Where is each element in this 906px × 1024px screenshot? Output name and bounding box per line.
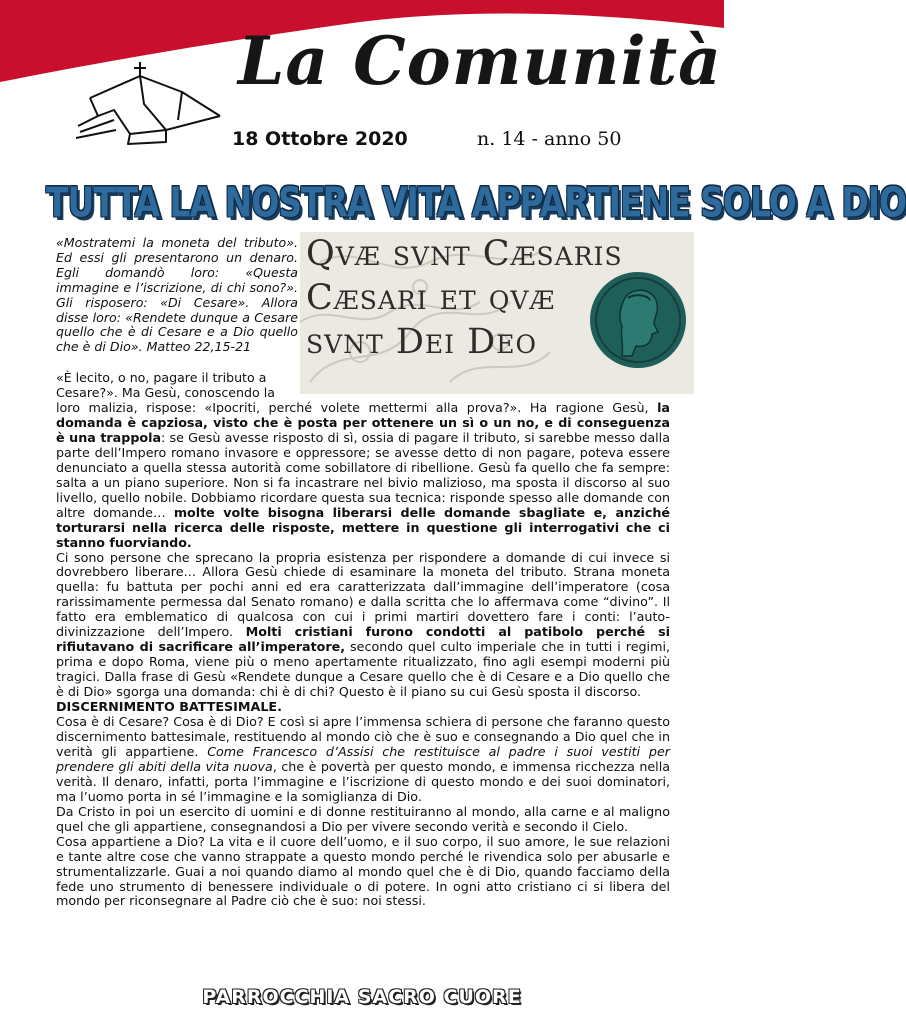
headline-text: TUTTA LA NOSTRA VITA APPARTIENE SOLO A DIO bbox=[46, 177, 906, 227]
latin-motto-box bbox=[300, 232, 694, 394]
gospel-quote bbox=[56, 236, 298, 355]
latin-line-2: Cæsari et qvæ bbox=[306, 278, 556, 318]
issue-number: n. 14 - anno 50 bbox=[477, 128, 622, 150]
article-body bbox=[56, 401, 670, 909]
newspaper-title: La Comunità bbox=[238, 22, 722, 100]
roman-coin-icon bbox=[588, 270, 688, 375]
opening-question: «È lecito, o no, pagare il tributo a Cesare?». Ma Gesù, conoscendo la bbox=[56, 370, 275, 400]
paragraph-2: Ci sono persone che sprecano la propria esistenza per rispondere a domande di cui invece si dovrebbero liberare… Allora Gesù chiede di esaminare la moneta del tributo. Strana moneta quella: fu battuta per pochi anni ed era caratterizzata dall’immagine dell’imperatore (cosa rarissimamente permessa dal Senato romano) e dalla scritta che lo affermava come “divino”. Il fatto era emblematico di qualcosa con cui i primi martiri dovettero fare i conti: l’auto-divinizzazione dell’Impero. Molti cristiani furono condotti al patibolo perché si rifiutavano di sacrificare all’imperatore, secondo quel culto imperiale che in tutti i regimi, prima e dopo Roma, viene più o meno apertamente ritualizzato, fino agli esempi moderni più tragici. Dalla frase di Gesù «Rendete dunque a Cesare quello che è di Cesare e a Dio quello che è di Dio» sgorga una domanda: chi è di chi? Questo è il piano su cui Gesù sposta il discorso. bbox=[56, 549, 671, 700]
church-logo-icon bbox=[70, 60, 230, 155]
latin-line-3: svnt Dei Deo bbox=[306, 322, 537, 362]
issue-date: 18 Ottobre 2020 bbox=[232, 128, 408, 150]
paragraph-5: Cosa appartiene a Dio? La vita e il cuore dell’uomo, e il suo corpo, il suo amore, le sue relazioni e tante altre cose che vanno strappate a questo mondo perché le rivendica solo per abusarle e strumentalizzarle. Guai a noi quando diamo al mondo quel che è di Dio, quando facciamo della fede uno strumento di benessere individuale o di potere. In ogni atto cristiano ci si libera del mondo per riconsegnare al Padre ciò che è suo: noi stessi. bbox=[56, 833, 670, 909]
paragraph-3: Cosa è di Cesare? Cosa è di Dio? E così si apre l’immensa schiera di persone che faranno questo discernimento battesimale, restituendo al mondo ciò che è suo e consegnando a Dio quel che in verità gli appartiene. Come Francesco d’Assisi che restituisce al padre i suoi vestiti per prendere gli abiti della vita nuova, che è povertà per questo mondo, e immensa ricchezza nella verità. Il denaro, infatti, porta l’immagine e l’iscrizione di questo mondo e dei suoi dominatori, ma l’uomo porta in sé l’immagine e la somiglianza di Dio. bbox=[56, 714, 670, 804]
parish-footer: PARROCCHIA SACRO CUORE bbox=[202, 986, 522, 1008]
quote-text: «Mostratemi la moneta del tributo». Ed essi gli presentarono un denaro. Egli domandò loro: «Questa immagine e l’iscrizione, di chi sono?». Gli risposero: «Di Cesare». Allora disse loro: «Rendete dunque a Cesare quello che è di Cesare e a Dio quello che è di Dio». Matteo 22,15-21 bbox=[56, 235, 298, 355]
article-headline bbox=[46, 170, 906, 230]
latin-line-1: Qvæ svnt Cæsaris bbox=[306, 234, 623, 274]
paragraph-4: Da Cristo in poi un esercito di uomini e di donne restituiranno al mondo, alla carne e al maligno quel che gli appartiene, consegnandosi a Dio per vivere secondo verità e secondo il Cielo. bbox=[56, 803, 670, 834]
paragraph-1: loro malizia, rispose: «Ipocriti, perché volete mettermi alla prova?». Ha ragione Gesù, la domanda è capziosa, visto che è posta per ottenere un sì o un no, e di conseguenza è una trappola: se Gesù avesse risposto di sì, ossia di pagare il tributo, si sarebbe messo dalla parte dell’Impero romano invasore e oppressore; se avesse detto di non pagare, poteva essere denunciato a quella stessa autorità come sobillatore di ribellione. Gesù fa quello che fa sempre: salta a un piano superiore. Non si fa incastrare nel bivio malizioso, ma sposta il discorso al suo livello, quello nobile. Dobbiamo ricordare questa sua tecnica: risponde spesso alle domande con altre domande… molte volte bisogna liberarsi delle domande sbagliate e, anziché torturarsi nella ricerca delle risposte, mettere in questione gli interrogativi che ci stanno fuorviando. bbox=[56, 400, 670, 550]
section-heading: DISCERNIMENTO BATTESIMALE. bbox=[56, 699, 282, 715]
